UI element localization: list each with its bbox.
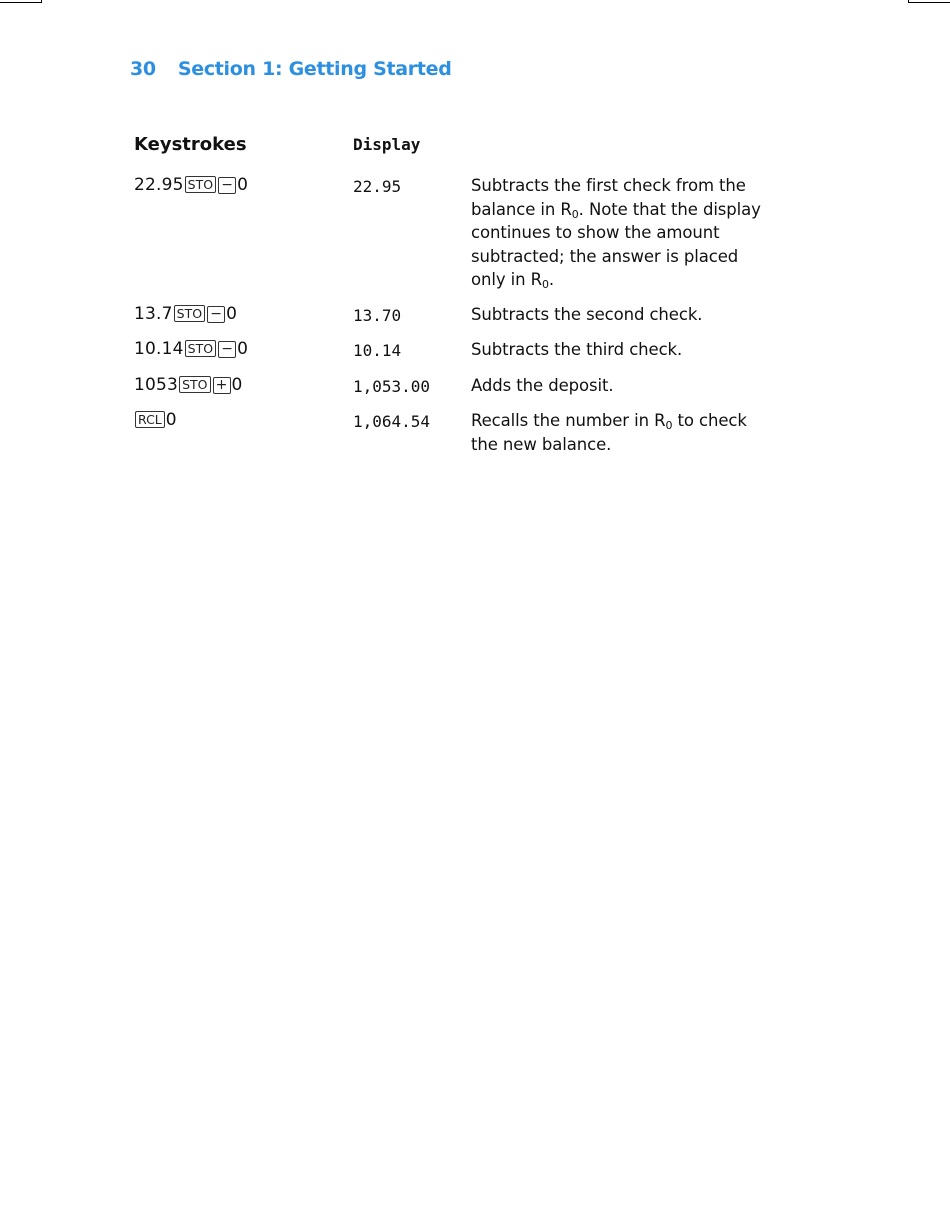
sto-key: STO <box>185 176 216 193</box>
minus-key: − <box>218 341 236 358</box>
register-digit: 0 <box>226 303 237 324</box>
keystroke-sequence <box>134 338 353 362</box>
row-description: Subtracts the first check from the balance in $R_0$. Note that the display continues to show the amount subtracted; the answer is placed only in $R_0$. <box>471 176 761 291</box>
display-value: 1,064.54 <box>353 412 431 431</box>
keystroke-number: 22.95 <box>134 175 184 195</box>
row-description: Recalls the number in $R_0$ to check the new balance. <box>471 411 747 454</box>
keystroke-sequence <box>134 409 353 433</box>
register-digit: 0 <box>165 410 177 430</box>
keystroke-sequence <box>134 374 353 398</box>
table-row <box>134 303 774 328</box>
sto-key: STO <box>185 340 216 357</box>
display-column-header: Display <box>353 135 421 154</box>
display-value: 22.95 <box>353 177 402 196</box>
keystroke-sequence <box>134 174 353 198</box>
row-description: Adds the deposit. <box>471 375 614 395</box>
table-row <box>134 174 774 292</box>
sto-key: STO <box>179 376 210 393</box>
minus-key: − <box>218 177 236 194</box>
keystrokes-column-header: Keystrokes <box>134 134 247 155</box>
crop-mark-left <box>0 0 42 3</box>
table-row <box>134 409 774 456</box>
keystroke-table <box>134 134 774 456</box>
table-header-row <box>134 134 774 174</box>
section-title: Section 1: Getting Started <box>177 58 452 80</box>
plus-key: + <box>213 377 231 394</box>
row-description: Subtracts the third check. <box>471 340 683 359</box>
register-digit: 0 <box>231 374 243 395</box>
keystroke-number: 10.14 <box>134 339 184 359</box>
keystroke-sequence <box>134 303 353 327</box>
register-digit: 0 <box>237 339 248 359</box>
table-row <box>134 338 774 363</box>
table-row <box>134 374 774 399</box>
page-number: 30 <box>130 58 156 80</box>
row-description: Subtracts the second check. <box>471 304 703 324</box>
register-digit: 0 <box>237 175 248 195</box>
minus-key: − <box>207 306 225 323</box>
display-value: 1,053.00 <box>353 376 431 396</box>
running-header <box>130 58 452 80</box>
display-value: 13.70 <box>353 305 402 325</box>
crop-mark-right <box>908 0 950 3</box>
keystroke-number: 1053 <box>134 374 179 395</box>
rcl-key: RCL <box>135 411 165 428</box>
display-value: 10.14 <box>353 341 402 360</box>
keystroke-number: 13.7 <box>134 303 173 324</box>
sto-key: STO <box>174 305 205 322</box>
